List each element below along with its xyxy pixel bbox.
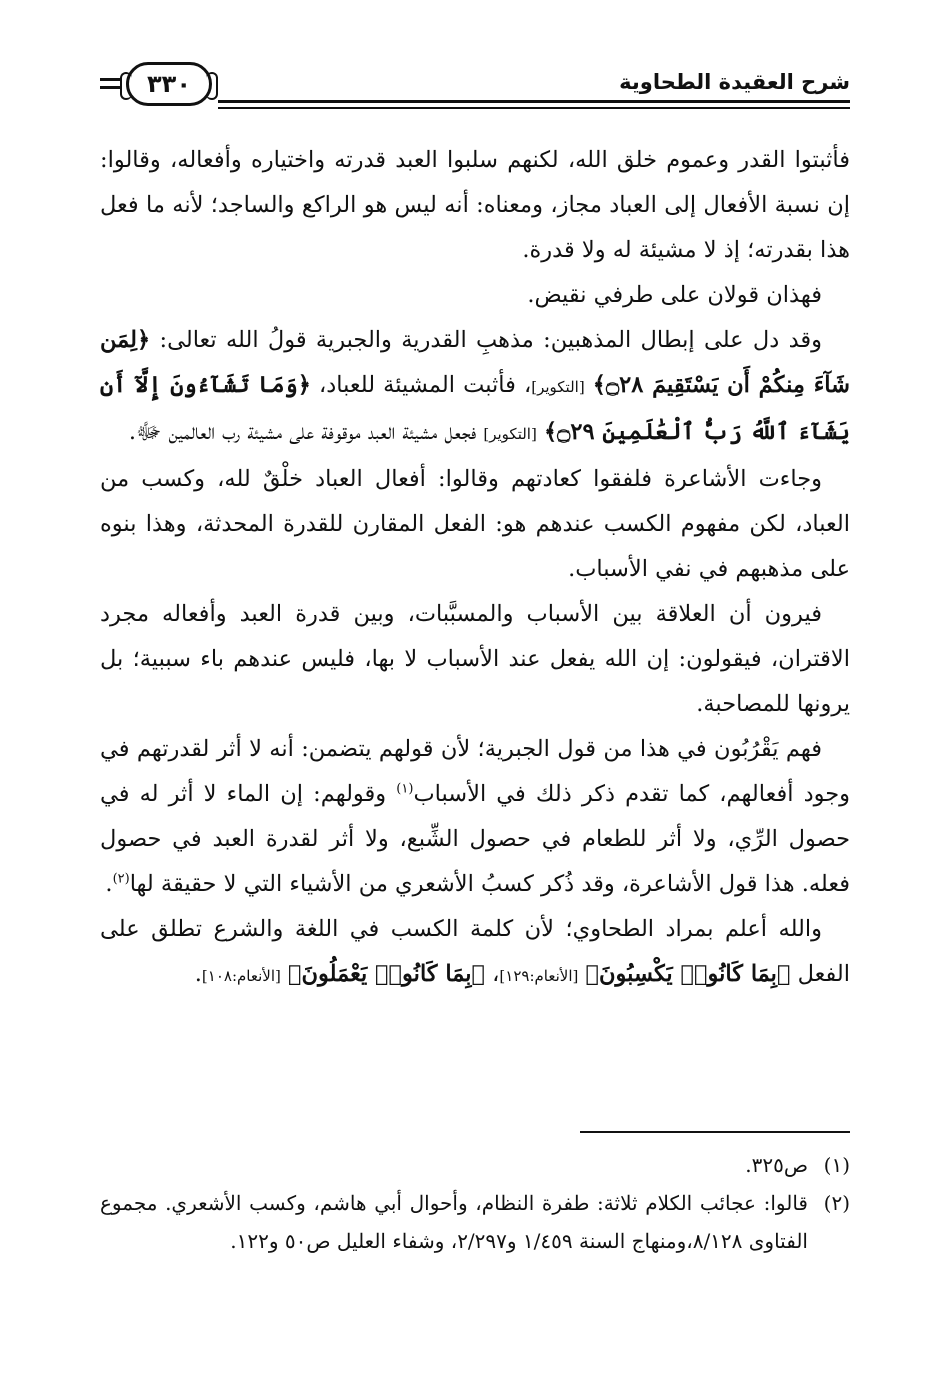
- page-header: [100, 60, 850, 122]
- paragraph: [100, 318, 850, 457]
- paragraph-text: وقد دل على إبطال المذهبين: مذهبِ القدرية والجبرية قولُ الله تعالى:: [159, 327, 823, 353]
- footnote-number: (١): [823, 1153, 850, 1177]
- main-text: [100, 138, 850, 999]
- footnotes: [100, 1146, 850, 1260]
- footnote-marker[interactable]: (٢): [112, 871, 130, 887]
- header-dash: [100, 86, 120, 89]
- paragraph-text: والله أعلم بمراد الطحاوي؛ لأن كلمة الكسب في اللغة والشرع تطلق على الفعل: [100, 916, 850, 987]
- footnote-divider: [580, 1131, 850, 1133]
- footnote-marker[interactable]: (١): [396, 781, 414, 797]
- paragraph: وجاءت الأشاعرة فلفقوا كعادتهم وقالوا: أفعال العباد خلْقٌ لله، وكسب من العباد، لكن مفهوم الكسب عندهم هو: الفعل المقارن للقدرة المحدثة، وهذا بنوه على مذهبهم في نفي الأسباب.: [100, 466, 850, 582]
- paragraph: [100, 727, 850, 907]
- surah-reference: [التكوير]: [483, 425, 537, 443]
- paragraph-text: وقولهم: إن الماء لا أثر له في حصول الرِّي، ولا أثر للطعام في حصول الشِّبع، ولا أثر لقدرة العبد في حصول فعله. هذا قول الأشاعرة، وقد ذُكر كسبُ الأشعري من الأشياء التي لا حقيقة لها: [100, 781, 850, 897]
- paragraph-text: .: [105, 871, 113, 897]
- quran-verse: ﴿لِمَن شَآءَ مِنكُمْ أَن يَسْتَقِيمَ ۝٢٨﴾: [100, 327, 850, 398]
- surah-reference: [التكوير]: [531, 378, 585, 396]
- header-rule: [218, 100, 850, 103]
- surah-reference: [الأنعام:١٢٩]: [499, 967, 579, 985]
- header-dash: [100, 78, 120, 81]
- paragraph: فهذان قولان على طرفي نقيض.: [527, 282, 822, 308]
- footnote: [100, 1184, 850, 1260]
- footnote-text: ص٣٢٥.: [745, 1153, 808, 1177]
- footnote: [100, 1146, 850, 1184]
- paragraph-text: .: [194, 961, 202, 987]
- surah-reference: [الأنعام:١٠٨]: [201, 967, 281, 985]
- paragraph-text: ،: [492, 961, 500, 987]
- quran-verse: ﴿بِمَا كَانُوا۟ يَعْمَلُونَ﴾: [288, 961, 485, 987]
- paragraph: فأثبتوا القدر وعموم خلق الله، لكنهم سلبوا العبد قدرته واختياره وأفعاله، وقالوا: إن نسبة الأفعال إلى العباد مجاز، ومعناه: أنه ليس هو الراكع والساجد؛ لأنه ما فعل هذا بقدرته؛ إذ لا مشيئة له ولا قدرة.: [100, 147, 850, 263]
- paragraph: فيرون أن العلاقة بين الأسباب والمسبَّبات، وبين قدرة العبد وأفعاله مجرد الاقتران، فيقولون: إن الله يفعل عند الأسباب لا بها، فليس عندهم باء سببية؛ بل يرونها للمصاحبة.: [100, 601, 850, 717]
- footnote-text: قالوا: عجائب الكلام ثلاثة: طفرة النظام، وأحوال أبي هاشم، وكسب الأشعري. مجموع الفتاوى ٨/١٢٨،ومنهاج السنة ١/٤٥٩ و٢/٢٩٧، وشفاء العليل ص٥٠ و١٢٢.: [100, 1191, 808, 1253]
- quran-verse: ﴿بِمَا كَانُوا۟ يَكْسِبُونَ﴾: [585, 961, 791, 987]
- page-number-badge: ٣٣٠: [126, 62, 212, 106]
- footnote-number: (٢): [823, 1191, 850, 1215]
- paragraph-text: ، فأثبت المشيئة للعباد،: [319, 372, 532, 398]
- quran-verse: ﴿وَمَا تَشَآءُونَ إِلَّآ أَن يَشَآءَ ٱللَّهُ رَبُّ ٱلْعَٰلَمِينَ ۝٢٩﴾: [100, 372, 850, 445]
- paragraph: [100, 907, 850, 999]
- book-title: شرح العقيدة الطحاوية: [619, 70, 850, 94]
- header-rule: [218, 107, 850, 109]
- paragraph-text: فهم يَقْرُبُون في هذا من قول الجبرية؛ لأن قولهم يتضمن: أنه لا أثر لقدرتهم في وجود أفعالهم، كما تقدم ذكر ذلك في الأسباب: [100, 736, 850, 807]
- paragraph-text: فجعل مشيئة العبد موقوفة على مشيئة رب العالمين ﷻ.: [128, 419, 477, 445]
